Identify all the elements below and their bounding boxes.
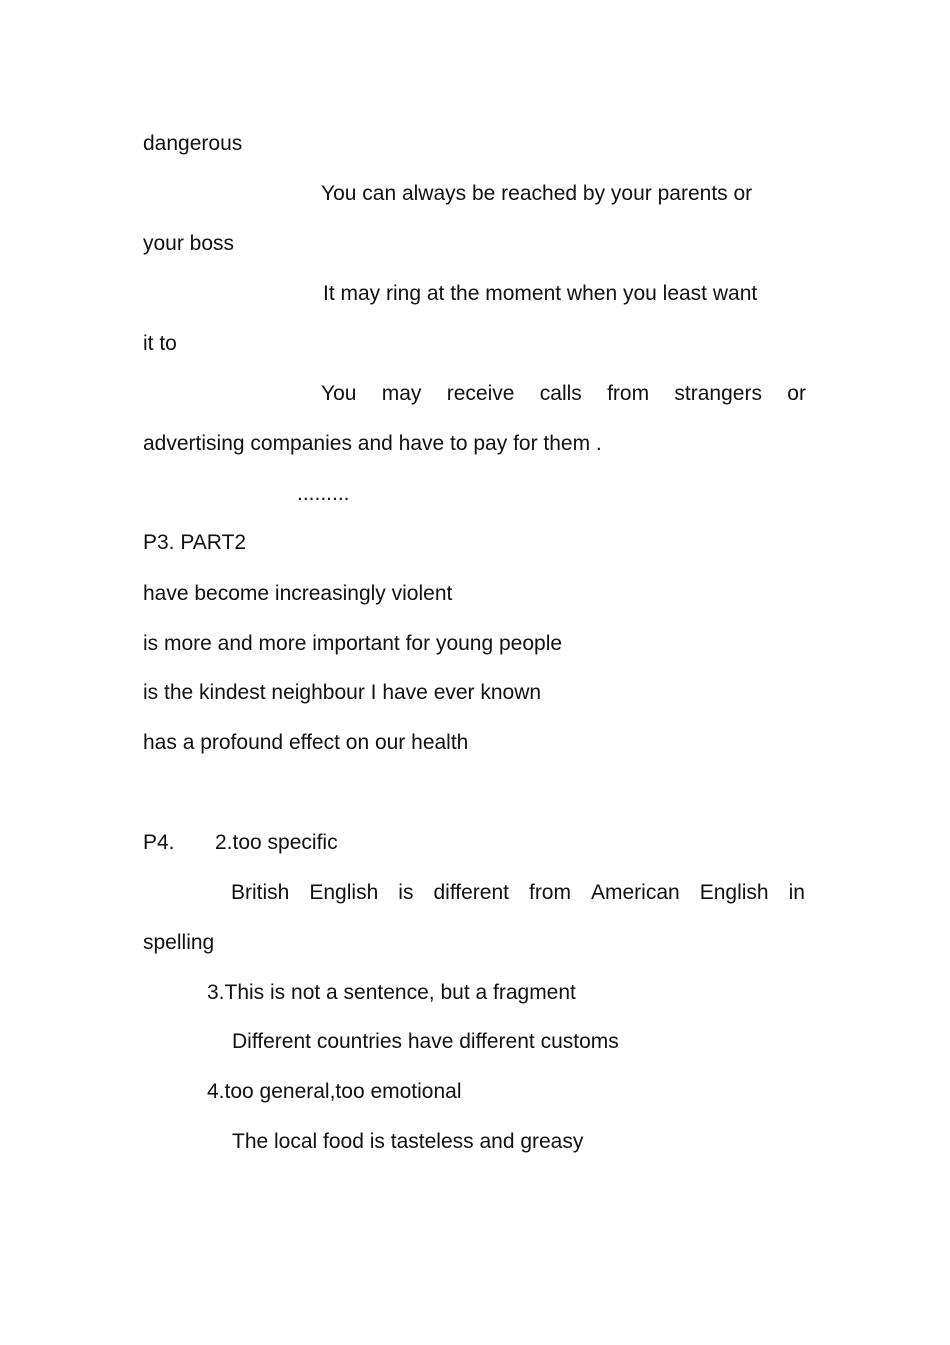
p4-item4-title: 4.too general,too emotional: [207, 1080, 462, 1103]
word: American: [591, 881, 680, 904]
p4-item3-example: Different countries have different customs: [232, 1030, 619, 1053]
text-line-dangerous: dangerous: [143, 132, 243, 155]
word: different: [433, 881, 509, 904]
word: English: [309, 881, 379, 904]
p4-item3-title: 3.This is not a sentence, but a fragment: [207, 981, 576, 1004]
text-line-ring-2: it to: [143, 332, 177, 355]
text-line-reached-1: You can always be reached by your parents or: [321, 182, 753, 205]
word: from: [607, 382, 650, 405]
word: may: [381, 382, 422, 405]
text-line-reached-2: your boss: [143, 232, 235, 255]
p3-item: is the kindest neighbour I have ever known: [143, 681, 542, 704]
word: receive: [446, 382, 515, 405]
p4-item2-title: 2.too specific: [215, 831, 338, 854]
word: You: [321, 382, 357, 405]
p4-item2-example-1: [231, 881, 805, 905]
section-heading-p3: P3. PART2: [143, 531, 247, 554]
text-line-calls-1: [321, 382, 806, 406]
p3-item: is more and more important for young people: [143, 632, 563, 655]
p4-item4-example: The local food is tasteless and greasy: [232, 1130, 584, 1153]
p3-item: has a profound effect on our health: [143, 731, 469, 754]
p4-item2-example-2: spelling: [143, 931, 215, 954]
word: or: [787, 382, 806, 405]
word: is: [398, 881, 414, 904]
section-heading-p4: P4.: [143, 831, 175, 854]
word: from: [528, 881, 571, 904]
word: British: [231, 881, 290, 904]
text-line-calls-2: advertising companies and have to pay for them .: [143, 432, 602, 455]
word: English: [699, 881, 769, 904]
p3-item: have become increasingly violent: [143, 582, 453, 605]
word: in: [788, 881, 805, 904]
word: calls: [539, 382, 582, 405]
word: strangers: [674, 382, 762, 405]
text-ellipsis: .........: [297, 482, 350, 505]
text-line-ring-1: It may ring at the moment when you least want: [323, 282, 758, 305]
